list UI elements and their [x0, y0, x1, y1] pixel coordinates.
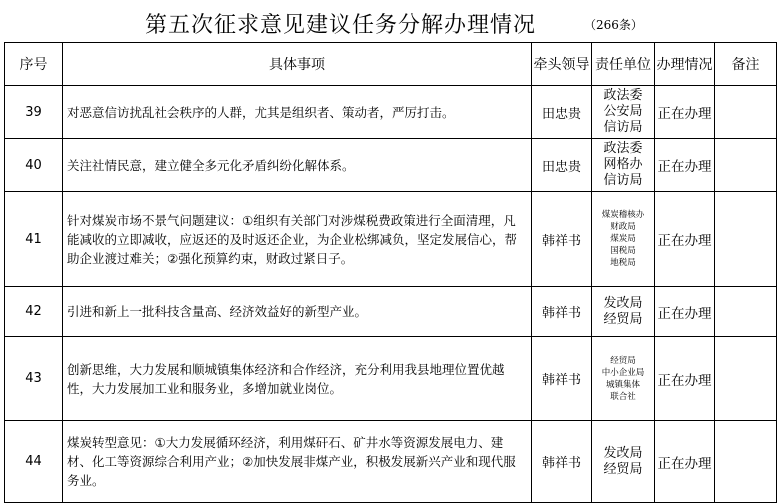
row-lead: 韩祥书 — [532, 192, 592, 287]
row-units — [592, 192, 655, 287]
title-bar — [0, 0, 782, 42]
unit-name: 公安局 — [603, 104, 643, 119]
unit-name: 城镇集体 — [605, 379, 640, 390]
row-item: 创新思维，大力发展和顺城镇集体经济和合作经济，充分利用我县地理位置优越性，大力发展加工业和服务业，多增加就业岗位。 — [63, 337, 532, 421]
row-item: 对恶意信访扰乱社会秩序的人群，尤其是组织者、策动者，严厉打击。 — [63, 86, 532, 139]
table-row — [5, 287, 777, 337]
row-seq: 43 — [5, 337, 63, 421]
row-seq: 44 — [5, 421, 63, 503]
row-seq: 40 — [5, 139, 63, 192]
unit-name: 财政局 — [610, 222, 636, 232]
unit-name: 国税局 — [610, 246, 636, 256]
row-note — [715, 337, 777, 421]
col-header-item: 具体事项 — [63, 43, 532, 86]
row-units — [592, 139, 655, 192]
unit-name: 网格办 — [603, 157, 643, 172]
table-row — [5, 337, 777, 421]
col-header-note: 备注 — [715, 43, 777, 86]
col-header-seq: 序号 — [5, 43, 63, 86]
unit-name: 发改局 — [603, 445, 643, 461]
row-seq: 42 — [5, 287, 63, 337]
unit-name: 煤炭局 — [610, 234, 636, 244]
row-units — [592, 337, 655, 421]
unit-name: 经贸局 — [610, 355, 636, 366]
unit-name: 中小企业局 — [601, 367, 645, 378]
row-item: 关注社情民意，建立健全多元化矛盾纠纷化解体系。 — [63, 139, 532, 192]
row-note — [715, 86, 777, 139]
table-row — [5, 86, 777, 139]
col-header-unit: 责任单位 — [592, 43, 655, 86]
unit-name: 联合社 — [610, 391, 636, 402]
table-row — [5, 421, 777, 503]
row-item: 引进和新上一批科技含量高、经济效益好的新型产业。 — [63, 287, 532, 337]
row-lead: 田忠贵 — [532, 139, 592, 192]
row-status: 正在办理 — [655, 86, 715, 139]
row-units — [592, 86, 655, 139]
row-note — [715, 287, 777, 337]
table-row — [5, 139, 777, 192]
unit-name: 地税局 — [610, 258, 636, 268]
table-row — [5, 192, 777, 287]
unit-name: 经贸局 — [603, 311, 643, 327]
row-lead: 田忠贵 — [532, 86, 592, 139]
unit-name: 政法委 — [603, 141, 643, 156]
row-status: 正在办理 — [655, 337, 715, 421]
row-seq: 39 — [5, 86, 63, 139]
row-units — [592, 421, 655, 503]
row-status: 正在办理 — [655, 192, 715, 287]
row-note — [715, 139, 777, 192]
row-note — [715, 421, 777, 503]
row-item: 针对煤炭市场不景气问题建议：①组织有关部门对涉煤税费政策进行全面清理，凡能减收的立即减收，应返还的及时返还企业，为企业松绑减负，坚定发展信心，帮助企业渡过难关；②强化预算约束，财政过紧日子。 — [63, 192, 532, 287]
unit-name: 煤炭稽核办 — [601, 210, 645, 220]
col-header-status: 办理情况 — [655, 43, 715, 86]
row-note — [715, 192, 777, 287]
unit-name: 政法委 — [603, 88, 643, 103]
task-table — [4, 42, 777, 503]
row-seq: 41 — [5, 192, 63, 287]
row-status: 正在办理 — [655, 287, 715, 337]
header-row — [5, 43, 777, 86]
unit-name: 信访局 — [603, 173, 643, 188]
unit-name: 信访局 — [603, 120, 643, 135]
row-item: 煤炭转型意见：①大力发展循环经济，利用煤矸石、矿井水等资源发展电力、建材、化工等资源综合利用产业；②加快发展非煤产业，积极发展新兴产业和现代服务业。 — [63, 421, 532, 503]
row-status: 正在办理 — [655, 139, 715, 192]
row-lead: 韩祥书 — [532, 287, 592, 337]
row-status: 正在办理 — [655, 421, 715, 503]
unit-name: 经贸局 — [603, 461, 643, 477]
page-title: 第五次征求意见建议任务分解办理情况 — [145, 13, 537, 38]
row-lead: 韩祥书 — [532, 421, 592, 503]
unit-name: 发改局 — [603, 295, 643, 311]
row-lead: 韩祥书 — [532, 337, 592, 421]
item-count: （266条） — [584, 18, 643, 32]
col-header-lead: 牵头领导 — [532, 43, 592, 86]
row-units — [592, 287, 655, 337]
